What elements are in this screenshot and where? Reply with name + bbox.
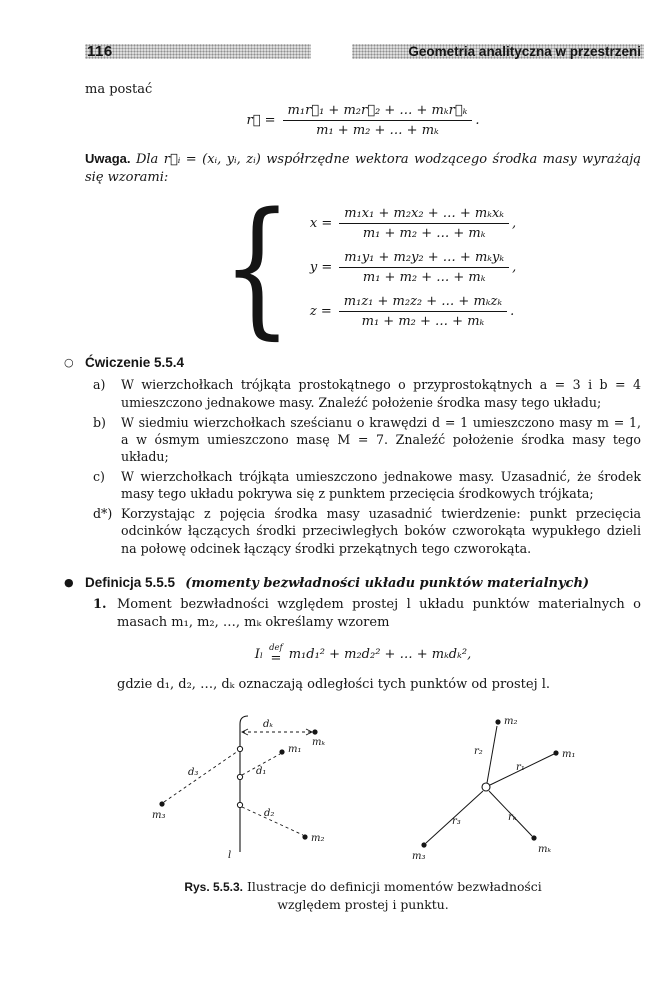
lead-text: ma postać xyxy=(85,82,153,97)
inertia-rhs: m₁d₁² + m₂d₂² + … + mₖdₖ², xyxy=(288,646,472,662)
definicja-title: Definicja 5.5.5 xyxy=(85,574,176,590)
equation-x-fraction xyxy=(339,206,509,241)
fraction-numerator: m₁r⃗₁ + m₂r⃗₂ + … + mₖr⃗ₖ xyxy=(283,103,473,121)
formula-end: . xyxy=(475,113,480,128)
center-point xyxy=(482,783,490,791)
vector-fraction xyxy=(283,103,473,138)
cwiczenie-heading xyxy=(64,355,641,371)
page-header xyxy=(85,44,644,59)
item-d-label: d*) xyxy=(93,506,113,522)
label-r1: r₁ xyxy=(516,762,525,774)
equation-y xyxy=(310,250,516,285)
equation-y-fraction xyxy=(339,250,509,285)
label-r3: r₃ xyxy=(452,816,461,828)
equation-z-denominator: m₁ + m₂ + … + mₖ xyxy=(361,313,485,329)
definicja-subtitle: (momenty bezwładności układu punktów materialnych) xyxy=(185,575,590,591)
uwaga-text: Dla r⃗ᵢ = (xᵢ, yᵢ, zᵢ) współrzędne wektora wodzącego środka masy wyrażają się wzorami: xyxy=(85,152,641,186)
item-b-label: b) xyxy=(93,414,106,430)
mass-point-mkr xyxy=(531,836,536,841)
item-a-label: a) xyxy=(93,377,106,393)
cwiczenie-item-c xyxy=(93,468,641,502)
fraction-denominator: m₁ + m₂ + … + mₖ xyxy=(316,123,439,138)
figure-line-inertia xyxy=(150,712,372,864)
inertia-moment-formula xyxy=(85,644,641,664)
label-dk: dₖ xyxy=(262,719,274,731)
equation-x-numerator: m₁x₁ + m₂x₂ + … + mₖxₖ xyxy=(339,206,509,224)
label-m3: m₃ xyxy=(152,810,166,822)
caption-label: Rys. 5.5.3. xyxy=(184,880,244,895)
gdzie-paragraph: gdzie d₁, d₂, …, dₖ oznaczają odległości tych punktów od prostej l. xyxy=(117,677,551,693)
coordinate-equations-system xyxy=(85,181,641,354)
cwiczenie-item-b xyxy=(93,414,641,465)
label-m1r: m₁ xyxy=(562,749,576,761)
center-of-mass-vector-formula xyxy=(85,103,641,138)
equation-z-numerator: m₁z₁ + m₂z₂ + … + mₖzₖ xyxy=(339,294,507,312)
line-l xyxy=(240,716,248,852)
page-content xyxy=(64,82,641,914)
def-equals-symbol xyxy=(269,644,283,664)
mass-point-mk xyxy=(312,730,317,735)
item-c-text: W wierzchołkach trójkąta umieszczono jednakowe masy. Uzasadnić, że środek masy tego układu pokrywa się z punktem przecięcia środkowych trójkata; xyxy=(121,469,641,502)
system-brace: { xyxy=(221,181,293,354)
equals-sign: = xyxy=(270,650,282,666)
foot-point-d1 xyxy=(237,775,242,780)
definicja-item-1 xyxy=(93,596,641,632)
equation-y-denominator: m₁ + m₂ + … + mₖ xyxy=(362,269,486,285)
definicja-item-number: 1. xyxy=(93,596,107,612)
label-m1: m₁ xyxy=(288,744,302,756)
foot-point-d2 xyxy=(237,803,242,808)
mass-point-m3r xyxy=(421,843,426,848)
equation-x-end: , xyxy=(512,215,517,231)
header-bar-right xyxy=(352,44,644,59)
label-r2: r₂ xyxy=(474,746,483,758)
equation-x xyxy=(310,206,516,241)
item-c-label: c) xyxy=(93,469,105,484)
header-bar-left xyxy=(85,44,311,59)
label-l: l xyxy=(228,850,232,862)
page-number: 116 xyxy=(87,43,113,60)
equation-z-lhs: z = xyxy=(309,303,332,319)
equations-column xyxy=(310,197,516,338)
label-rk: rₖ xyxy=(508,812,517,824)
figure-point-inertia xyxy=(406,712,586,864)
equation-z xyxy=(310,294,516,329)
figure-caption xyxy=(178,878,548,913)
uwaga-label: Uwaga. xyxy=(85,151,131,166)
cwiczenie-item-d xyxy=(93,505,641,556)
label-m2: m₂ xyxy=(311,833,325,845)
mass-point-m2r xyxy=(495,720,500,725)
item-d-text: Korzystając z pojęcia środka masy uzasadnić twierdzenie: punkt przecięcia odcinków łączących środki przeciwległych boków czworokąta wypukłego dzieli na połowę odcinek łączący środki przekątnych tego czworokąta. xyxy=(121,506,641,556)
caption-text: Ilustracje do definicji momentów bezwładności względem prostej i punktu. xyxy=(243,879,542,913)
uwaga-paragraph xyxy=(85,150,641,187)
mass-point-m3 xyxy=(159,802,164,807)
label-m2r: m₂ xyxy=(504,716,518,728)
mass-point-m2 xyxy=(302,835,307,840)
equation-x-lhs: x = xyxy=(309,215,333,231)
equation-z-end: . xyxy=(510,303,515,319)
header-title: Geometria analityczna w przestrzeni xyxy=(408,44,641,59)
equation-y-end: , xyxy=(512,259,517,275)
equation-z-fraction xyxy=(339,294,507,329)
inertia-lhs: Iₗ xyxy=(254,646,264,662)
item-a-text: W wierzchołkach trójkąta prostokątnego o przyprostokątnych a = 3 i b = 4 umieszczono jednakowe masy. Znaleźć położenie środka masy tego układu; xyxy=(121,377,641,410)
label-mkr: mₖ xyxy=(538,844,552,856)
open-circle-bullet: ○ xyxy=(64,356,74,370)
definicja-item-text: Moment bezwładności względem prostej l układu punktów materialnych o masach m₁, m₂, …, mₖ określamy wzorem xyxy=(117,596,641,630)
filled-circle-bullet: ● xyxy=(64,575,74,589)
label-mk: mₖ xyxy=(312,737,326,749)
mass-point-m1r xyxy=(553,751,558,756)
def-overscript: def xyxy=(269,643,283,653)
radius-r2-line xyxy=(487,726,497,783)
label-d1: d₁ xyxy=(256,766,267,778)
equation-x-denominator: m₁ + m₂ + … + mₖ xyxy=(362,225,486,241)
equation-y-numerator: m₁y₁ + m₂y₂ + … + mₖyₖ xyxy=(339,250,509,268)
definicja-heading xyxy=(64,574,641,591)
mass-point-m1 xyxy=(279,750,284,755)
distance-d3-line xyxy=(164,751,238,802)
cwiczenie-title: Ćwiczenie 5.5.4 xyxy=(85,355,185,371)
foot-point-d3 xyxy=(237,747,242,752)
label-d3: d₃ xyxy=(188,767,199,779)
formula-lhs: r⃗ = xyxy=(246,113,276,128)
item-b-text: W siedmiu wierzchołkach sześcianu o krawędzi d = 1 umieszczono masy m = 1, a w ósmym umieszczono masę M = 7. Znaleźć położenie środka masy tego układu; xyxy=(121,414,641,464)
label-d2: d₂ xyxy=(264,808,275,820)
label-m3r: m₃ xyxy=(412,851,426,863)
cwiczenie-item-a xyxy=(93,376,641,410)
equation-y-lhs: y = xyxy=(309,259,333,275)
figure-5-5-3 xyxy=(95,712,641,864)
